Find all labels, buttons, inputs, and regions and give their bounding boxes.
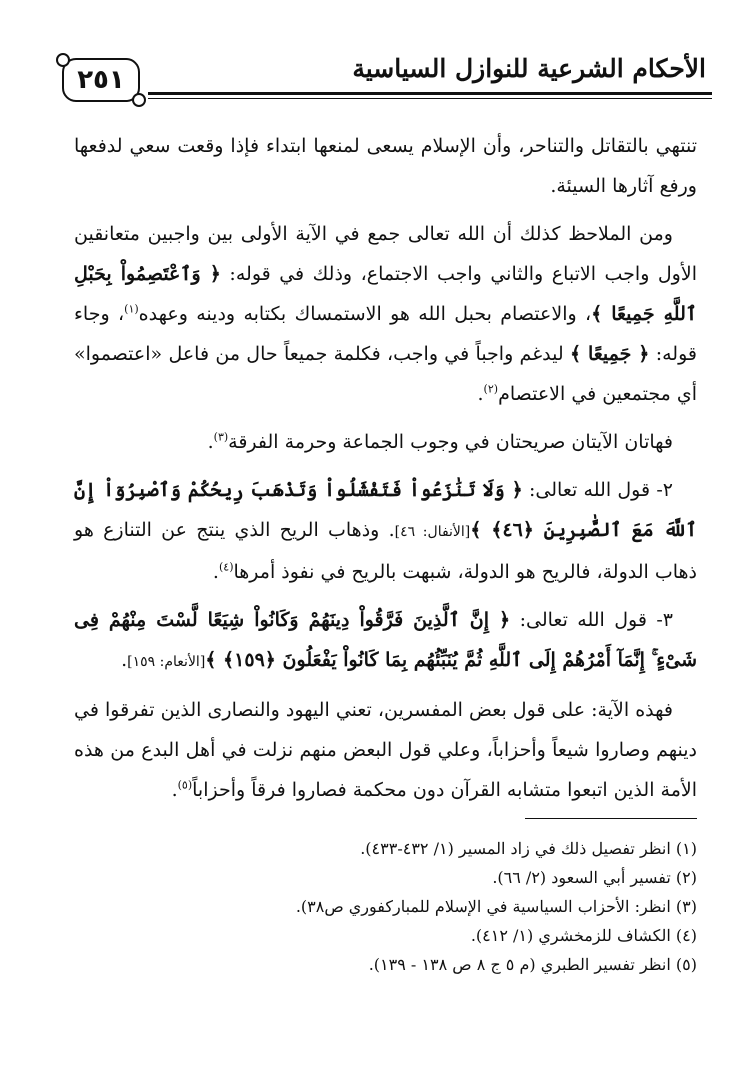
paragraph-2 (74, 214, 697, 414)
paragraph-text: تنتهي بالتقاتل والتناحر، وأن الإسلام يسعى لمنعها ابتداء فإذا وقعت سعي لدفعها ورفع آثارها السيئة. (74, 135, 697, 197)
quran-verse: ﴿ جَمِيعًا ﴾ (569, 343, 650, 365)
paragraph-text: . (121, 649, 128, 671)
footnote-4: (٤) الكشاف للزمخشري (١/ ٤١٢). (470, 926, 697, 945)
footnote-3: (٣) انظر: الأحزاب السياسية في الإسلام للمباركفوري ص٣٨). (295, 897, 697, 916)
footnote-marker: (٤) (218, 560, 234, 574)
paragraph-text: . وذهاب الريح الذي ينتج عن التنازع هو ذهاب الدولة، فالريح هو الدولة، شبهت بالريح في نفوذ أمرها (74, 519, 697, 583)
paragraph-text: ، والاعتصام بحبل الله هو الاستمساك بكتابه ودينه وعهده (138, 303, 592, 325)
footnote-marker: (٣) (213, 430, 229, 444)
page-number-frame (62, 58, 140, 102)
main-text (74, 126, 697, 818)
quran-verse: ﴿ إِنَّ ٱلَّذِينَ فَرَّقُواْ دِينَهُمْ وَكَانُواْ شِيَعًا لَّسْتَ مِنْهُمْ فِى شَىْءٍ ۚ إِنَّمَآ أَمْرُهُمْ إِلَى ٱللَّهِ ثُمَّ يُنَبِّئُهُم بِمَا كَانُواْ يَفْعَلُونَ ﴿١٥٩﴾ ﴾ (74, 609, 697, 671)
page-number: ٢٥١ (77, 65, 125, 95)
paragraph-6 (74, 690, 697, 810)
paragraph-5 (74, 600, 697, 682)
quran-verse: ﴿ وَٱعْتَصِمُواْ بِحَبْلِ ٱللَّهِ جَمِيعًا ﴾ (74, 263, 697, 325)
paragraph-text: ، وجاء قوله: (74, 303, 697, 365)
paragraph-text: فهذه الآية: على قول بعض المفسرين، تعني اليهود والنصارى الذين تفرقوا في دينهم وصاروا شيعاً وأحزاباً، وعلي قول البعض منهم نزلت في أهل البدع من هذه الأمة الذين اتبعوا متشابه القرآن دون محكمة فصاروا فرقاً وأحزاباً (74, 699, 697, 801)
footnote-marker: (٢) (483, 382, 499, 396)
paragraph-text: ومن الملاحظ كذلك أن الله تعالى جمع في الآية الأولى بين واجبين متعانقين الأول واجب الاتباع والثاني واجب الاجتماع، وذلك في قوله: (74, 223, 697, 285)
paragraph-text: فهاتان الآيتان صريحتان في وجوب الجماعة وحرمة الفرقة (228, 431, 673, 453)
footnote-2: (٢) تفسير أبي السعود (٢/ ٦٦). (492, 868, 697, 887)
footnote-1: (١) انظر تفصيل ذلك في زاد المسير (١/ ٤٣٢-٤٣٣). (360, 839, 697, 858)
paragraph-text: . (171, 779, 178, 801)
footnote-marker: (١) (124, 302, 139, 316)
verse-reference: [الأنعام: ١٥٩] (127, 654, 206, 670)
paragraph-1 (74, 126, 697, 206)
paragraph-3 (74, 422, 697, 462)
footnotes (200, 834, 697, 979)
paragraph-4 (74, 470, 697, 592)
footnote-separator (525, 818, 697, 819)
running-title: الأحكام الشرعية للنوازل السياسية (352, 54, 706, 83)
paragraph-text: ٢- قول الله تعالى: (522, 479, 673, 501)
header-rule (148, 92, 712, 95)
footnote-5: (٥) انظر تفسير الطبري (م ٥ ج ٨ ص ١٣٨ - ١٣٩). (368, 955, 697, 974)
paragraph-text: . (207, 431, 214, 453)
paragraph-text: . (212, 561, 219, 583)
header-rule-thin (148, 98, 712, 99)
quran-verse: ﴿ وَلَا تَنَٰزَعُواْ فَتَفْشَلُواْ وَتَذْهَبَ رِيحُكُمْ وَٱصْبِرُوٓاْ إِنَّ ٱللَّهَ مَعَ ٱلصَّٰبِرِينَ ﴿٤٦﴾ ﴾ (74, 479, 697, 541)
paragraph-text: ٣- قول الله تعالى: (510, 609, 673, 631)
paragraph-text: ليدغم واجباً في واجب، فكلمة جميعاً حال من فاعل «اعتصموا» أي مجتمعين في الاعتصام (74, 343, 697, 405)
verse-reference: [الأنفال: ٤٦] (394, 524, 471, 540)
paragraph-text: . (477, 383, 484, 405)
footnote-marker: (٥) (177, 778, 193, 792)
page-header (60, 52, 720, 110)
